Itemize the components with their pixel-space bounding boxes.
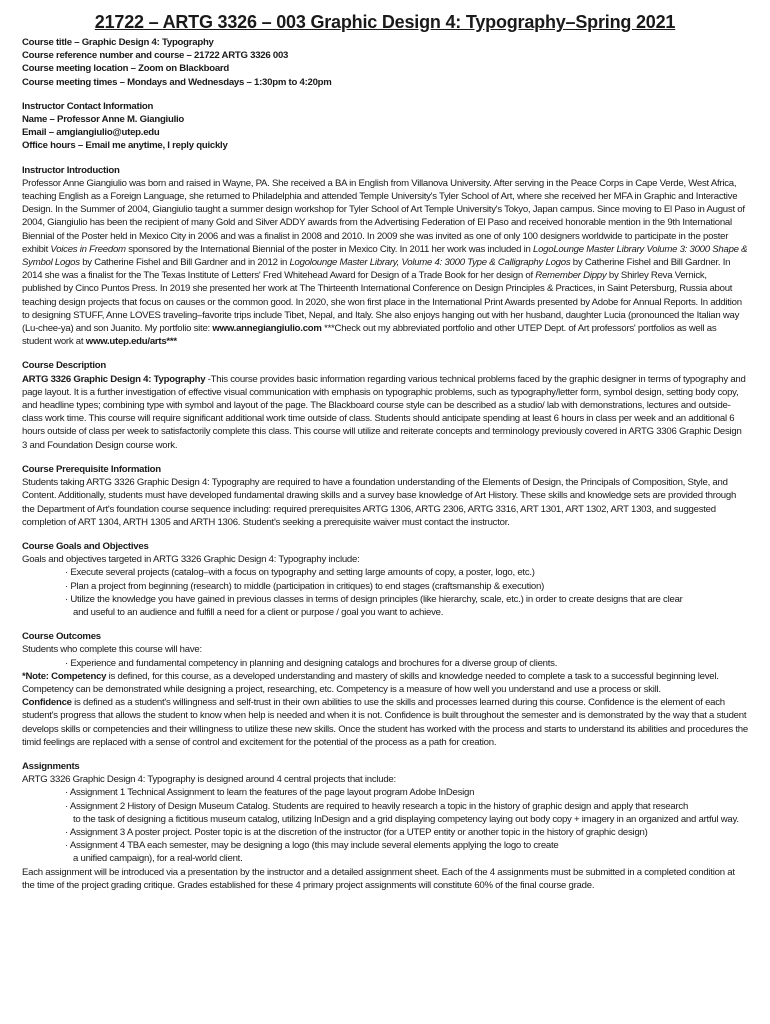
competency-body: is defined, for this course, as a developed understanding and mastery of skills and knowledge needed to complete a task to a successful beginning level. Competency can be demonstrated while designing a project, researching, etc. Competency is a measure of how well you understand and use a process or skill. bbox=[22, 670, 719, 695]
intro-text-5: by Shirley Reva Vernick, published by Cinco Puntos Press. In 2019 she presented her work at The Thirteenth International Conference on Design Principles & Practices, in Saint Petersburg, Russia about teaching design projects that focus on causes or the common good. In 2020, she won first place in the International Print Awards presented by Adobe for Annual Reports. In addition to designing STUFF, Anne LOVES traveling–favorite trips include Tibet, Nepal, and Italy. She also enjoys hanging out with her husband, daughter Lucia (pronounced the Italian way (Lu-chee-ya) and son Juanito. My portfolio site: bbox=[22, 270, 742, 335]
intro-text-2: sponsored by the International Biennial of the poster in Mexico City. In 2011 her work was included in bbox=[125, 243, 533, 255]
document-title: 21722 – ARTG 3326 – 003 Graphic Design 4: Typography–Spring 2021 bbox=[94, 12, 676, 32]
assignment-item bbox=[22, 839, 748, 865]
course-title-line: Course title – Graphic Design 4: Typography bbox=[22, 37, 214, 48]
goal-item: · Plan a project from beginning (research) to middle (participation in critiques) to end stages (craftsmanship & execution) bbox=[65, 580, 545, 592]
description-heading: Course Description bbox=[22, 360, 106, 372]
goal-item-text: · Utilize the knowledge you have gained in previous classes in terms of design principles (like hierarchy, scale, etc.) in order to create designs that are clear bbox=[65, 593, 683, 605]
description-paragraph bbox=[22, 373, 748, 452]
prereq-paragraph: Students taking ARTG 3326 Graphic Design 4: Typography are required to have a foundation understanding of the Elements of Design, the Principals of Composition, Style, and Content. Additionally, students must have developed fundamental drawing skills and a survey base knowledge of Art History. These skills and knowledge sets are provided through the Department of Art's foundation course sequence including: required prerequisites ARTG 1306, ARTG 2306, ARTG 3316, ART 1301, ART 1302, ART 1303, and suggested completion of ART 1304, ARTH 1305 and ARTH 1306. Student's seeking a prerequisite waiver must contact the instructor. bbox=[22, 477, 737, 528]
outcomes-heading: Course Outcomes bbox=[22, 631, 101, 643]
contact-heading: Instructor Contact Information bbox=[22, 100, 154, 112]
outcomes-intro: Students who complete this course will have: bbox=[22, 644, 202, 656]
assignments-closing: Each assignment will be introduced via a presentation by the instructor and a detailed assignment sheet. Each of the 4 assignments must be submitted in a completed condition at the time of the project grading critique. Grades established for these 4 primary project assignments will constitute 60% of the final course grade. bbox=[22, 866, 735, 891]
goal-item bbox=[22, 593, 748, 619]
assignment-item-text: · Assignment 1 Technical Assignment to learn the features of the page layout program Adobe InDesign bbox=[65, 787, 475, 799]
goal-item: · Execute several projects (catalog–with a focus on typography and setting large amounts of copy, a poster, logo, etc.) bbox=[65, 567, 535, 579]
intro-paragraph bbox=[22, 177, 748, 349]
confidence-note bbox=[22, 696, 748, 749]
intro-title-voices: Voices in Freedom bbox=[50, 243, 126, 255]
goals-intro: Goals and objectives targeted in ARTG 3326 Graphic Design 4: Typography include: bbox=[22, 554, 360, 566]
prereq-heading: Course Prerequisite Information bbox=[22, 463, 161, 475]
assignment-item-text: · Assignment 3 A poster project. Poster topic is at the discretion of the instructor (for a UTEP entity or another topic in the history of graphic design) bbox=[65, 826, 648, 838]
intro-section bbox=[22, 164, 748, 349]
contact-email[interactable]: Email – amgiangiulio@utep.edu bbox=[22, 127, 160, 139]
assignment-item-continuation: to the task of designing a fictitious museum catalog, utilizing InDesign and a grid displaying competency laying out body copy + imagery in an organized and artful way. bbox=[73, 813, 739, 825]
goals-heading: Course Goals and Objectives bbox=[22, 540, 149, 552]
confidence-label: Confidence bbox=[22, 697, 72, 709]
assignment-item bbox=[22, 826, 748, 839]
intro-text-3: by Catherine Fishel and Bill Gardner and in 2012 in bbox=[79, 257, 290, 269]
competency-label: *Note: Competency bbox=[22, 670, 107, 682]
intro-text-6: ***Check out my abbreviated portfolio and other UTEP Dept. of Art professors' portfolios as well as student work at bbox=[22, 323, 717, 348]
course-times-line: Course meeting times – Mondays and Wednesdays – 1:30pm to 4:20pm bbox=[22, 76, 332, 88]
prereq-section bbox=[22, 463, 748, 529]
utep-arts-link[interactable]: www.utep.edu/arts*** bbox=[85, 336, 177, 348]
goal-item-continuation: and useful to an audience and fulfill a need for a client or purpose / goal you want to achieve. bbox=[73, 606, 444, 618]
outcome-item: · Experience and fundamental competency in planning and designing catalogs and brochures for a diverse group of clients. bbox=[65, 657, 558, 669]
intro-title-dippy: Remember Dippy bbox=[535, 270, 607, 282]
assignment-item-continuation: a unified campaign), for a real-world client. bbox=[73, 853, 243, 865]
description-section bbox=[22, 359, 748, 451]
contact-office-hours: Office hours – Email me anytime, I reply quickly bbox=[22, 140, 228, 152]
course-location-line: Course meeting location – Zoom on Blackboard bbox=[22, 63, 230, 75]
assignment-item bbox=[22, 786, 748, 799]
course-reference-line: Course reference number and course – 21722 ARTG 3326 003 bbox=[22, 50, 289, 62]
intro-title-logolounge-3: LogoLounge Master Library Volume 3: 3000 Shape & Symbol Logos bbox=[22, 243, 748, 269]
assignment-item-text: · Assignment 4 TBA each semester, may be designing a logo (this may include several elements applying the logo to create bbox=[65, 840, 559, 852]
goals-section bbox=[22, 540, 748, 619]
assignments-heading: Assignments bbox=[22, 760, 80, 772]
assignment-item bbox=[22, 800, 748, 826]
assignments-section bbox=[22, 760, 748, 892]
intro-heading: Instructor Introduction bbox=[22, 164, 120, 176]
contact-name: Name – Professor Anne M. Giangiulio bbox=[22, 114, 185, 126]
portfolio-link[interactable]: www.annegiangiulio.com bbox=[212, 323, 322, 335]
intro-title-logolounge-4: Logolounge Master Library, Volume 4: 3000 Type & Calligraphy Logos bbox=[289, 257, 571, 269]
description-body: -This course provides basic information regarding various technical problems faced by the graphic designer in terms of typography and page layout. It is a further investigation of effective visual communication with emphasis on typographic problems, such as typography/letter form, symbol design, setting body copy, and headline types; combining type with symbol and layout of the page. The Blackboard course style can be described as a studio/ lab with demonstrations, lectures and outside-class work time. This course will require significant additional work time outside of class. Students should anticipate spending at least 6 hours in class per week and an additional 6 hours outside of class per week to satisfactorily complete this class. This course will utilize and reiterate concepts and terminology previously covered in ARTG 3306 Graphic Design 3 and Foundation Design course work. bbox=[22, 373, 746, 451]
confidence-body: is defined as a student's willingness and self-trust in their own abilities to use the skills and processes learned during this course. Confidence is the element of each student's progress that allows the student to know when help is needed and when it is not. Confidence is built throughout the semester and is demonstrated by the way that a student develops skills or competencies and their willingness to utilize these new skills. Once the student has worked with the process and starts to understand its abilities and procedures the timid feelings are replaced with a sense of control and excitement for the potential of the process as a path for creation. bbox=[22, 697, 748, 748]
outcomes-section bbox=[22, 630, 748, 749]
description-lead: ARTG 3326 Graphic Design 4: Typography bbox=[22, 373, 206, 385]
contact-section bbox=[22, 100, 748, 153]
assignment-item-text: · Assignment 2 History of Design Museum Catalog. Students are required to heavily research a topic in the history of graphic design and apply that research bbox=[65, 800, 689, 812]
course-info bbox=[22, 36, 748, 89]
intro-text-4: by Catherine Fishel and Bill Gardner. In 2014 she was a finalist for the The Texas Institute of Letters' Fred Whitehead Award for Design of a Trade Book for her design of bbox=[22, 257, 731, 282]
competency-note bbox=[22, 670, 748, 696]
intro-text-1: Professor Anne Giangiulio was born and raised in Wayne, PA. She received a BA in English from Villanova University. After serving in the Peace Corps in Cape Verde, West Africa, teaching English as a Foreign Language, she returned to Philadelphia and attended Temple University's Tyler School of Art, where she received her MFA in Graphic and Interactive Design. In the Summer of 2004, Giangiulio taught a summer design workshop for Tyler School of Art Temple University's Tokyo, Japan campus. Since moving to El Paso in August of 2004, Giangiulio has been the recipient of many Gold and Silver ADDY awards from the Advertising Federation of El Paso and received honorable mention in the 9th International Biennial of the Poster held in Mexico City in 2006 and was a finalist in 2008 and 2010. In 2009 she was invited as one of only 100 designers worldwide to participate in the poster exhibit bbox=[22, 177, 745, 255]
assignments-intro: ARTG 3326 Graphic Design 4: Typography is designed around 4 central projects that include: bbox=[22, 774, 396, 786]
